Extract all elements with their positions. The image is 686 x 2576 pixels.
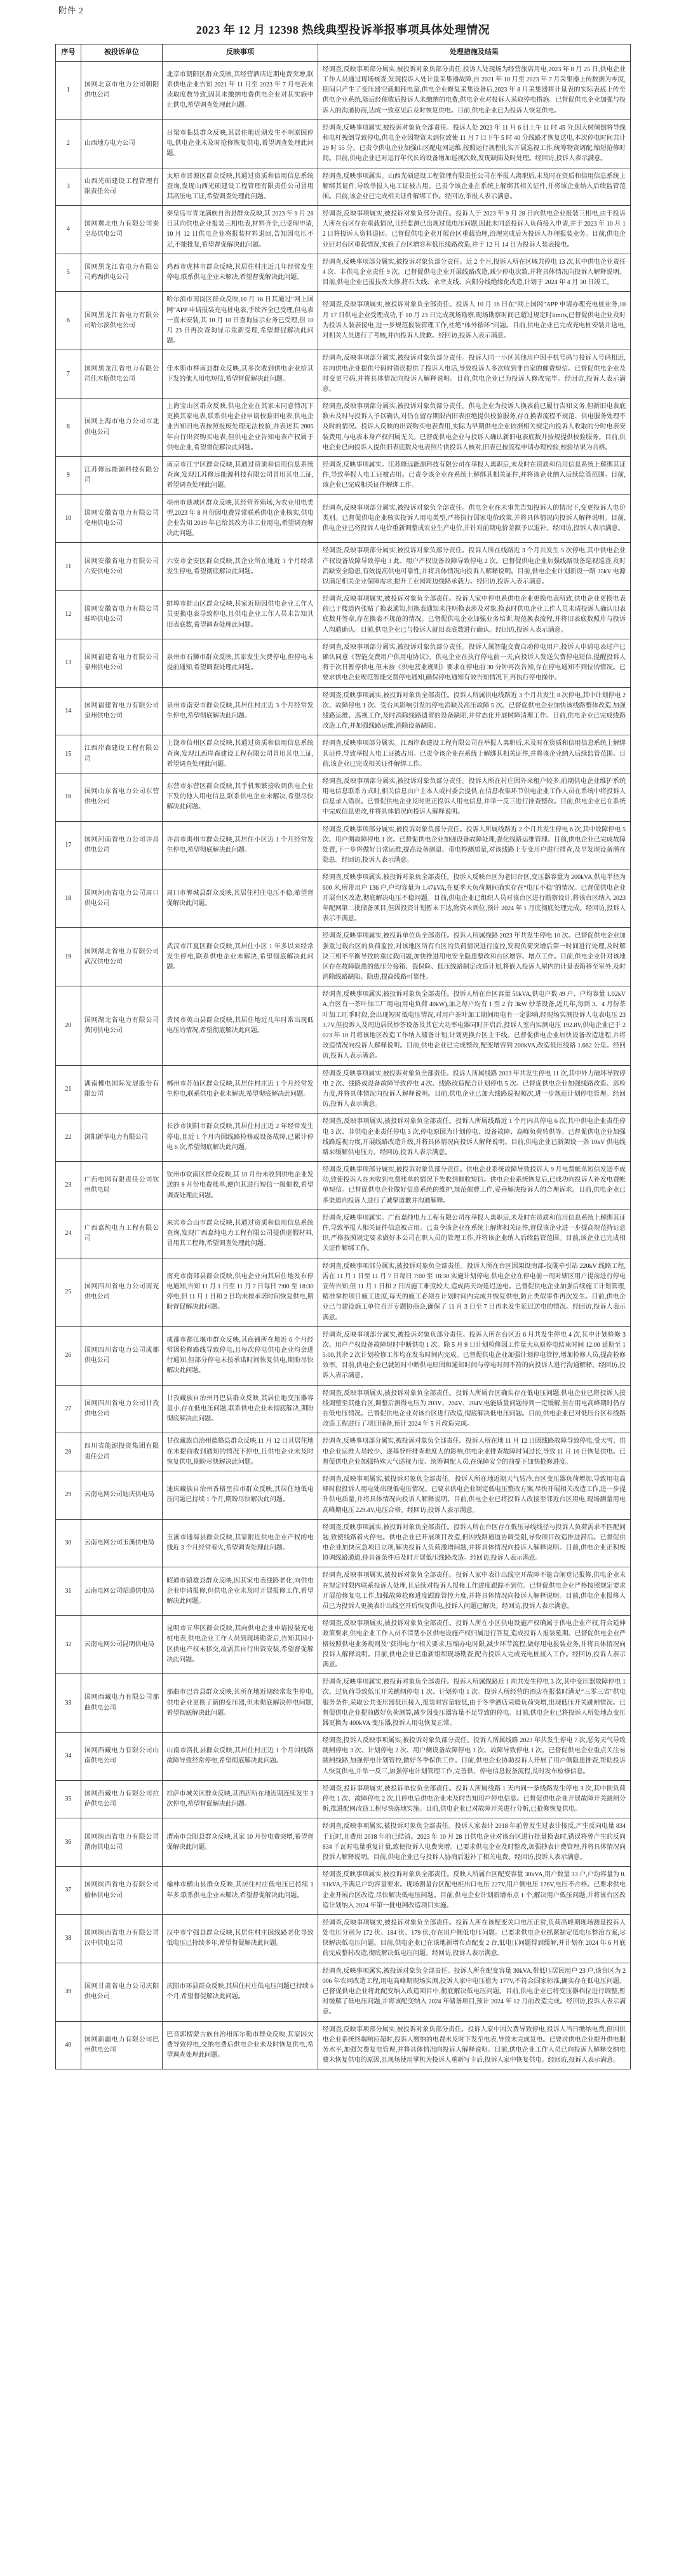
complained-unit: 国网陕西省电力有限公司渭南供电公司 [81,1818,163,1867]
row-number: 7 [56,350,81,399]
handling-result: 经调查,反映事项部分属实,被投诉对象负全部责任。投诉人所在台区因架设南部-仪陇牵引站 220kV 线路工程,需在 11 月 1 日至 11 月 7 日每日 7:00 至 18:30 实施计划停电,供电企业在停电前一周对辖区用户提前进行停电宣传告知,但 11 月 1 日和 2 日因施工难度较大,造成两天均延迟送电。已督促供电企业加强后续施工计划管理,精准掌控项目施工进度,每天的施工必须在计划时间内完成并恢复供电,防止类似事件再次发生。目前,供电企业已与建设施工单位召开专题协商会,确保了 11 月 3 日至 7 日再未发生延迟送电的情况。经回访,投诉人表示满意。 [318,1258,630,1326]
reported-issue: 太原市晋源区群众反映,其通过资质和信用信息系统查询,发现山西光硕建设工程管理有限责任公司冒用其高压电工证,希望调查处理此问题。 [163,168,318,206]
complained-unit: 湖南郴电国际发展股份有限公司 [81,1065,163,1114]
reported-issue: 亳州市谯城区群众反映,其经营养殖场,为农业用电类型,2023 年 8 月份因电费异常联系供电企业核实,供电企业告知 2019 年已给其改为非工业用电,希望调查解决此问题。 [163,494,318,543]
complained-unit: 国网西藏电力有限公司拉萨供电公司 [81,1780,163,1818]
reported-issue: 那曲市巴青县群众反映,其所在地近期经常发生停电,供电企业更换了新的变压器,但未彻底解决停电问题,希望彻底解决此问题。 [163,1674,318,1733]
reported-issue: 吕梁市临县群众反映,其居住地近期发生不明原因停电,供电企业未及时抢修恢复供电,希望调查处理此问题。 [163,119,318,168]
table-row [56,773,631,821]
row-number: 18 [56,869,81,928]
row-number: 25 [56,1258,81,1326]
table-row [56,1818,631,1867]
handling-result: 经调查,反映事项属实,被投诉对象负全部责任。投诉人所属供电线路近 3 个月共发生 8 次停电,其中计划停电 2 次、故障停电 1 次、受台风影响引发的停电消缺及高压故障 5 次。已督促供电企业加快该线路整体改造,加强线路运维、巡视工作,及时消除线路遗留的设备缺陷,并常态化开展树障清理工作。目前,供电企业已完成线路改造工作,并加强线路运维,消除设备缺陷。 [318,687,630,735]
table-row [56,2021,631,2069]
table-row [56,1326,631,1385]
row-number: 24 [56,1210,81,1258]
handling-result: 经调查,反映事项部分属实,被投诉对象负全部责任。供电企业在未事先告知投诉人的情况下,变更投诉人电价类别。已督促供电企业核实投诉人用电类型,严格执行国家电价政策,并将具体情况向投诉人解释说明。目前,供电企业已将投诉人电价重新调整成农业生产电价,并针对前期电价差额予以退补。经回访,投诉人表示满意。 [318,494,630,543]
column-header-no: 序号 [56,44,81,62]
row-number: 5 [56,254,81,292]
table-row [56,457,631,495]
complained-unit: 国网河南省电力公司周口供电公司 [81,869,163,928]
reported-issue: 武汉市江夏区群众反映,其居住小区 1 年多以来经常发生停电,联系供电企业未解决,希望彻底解决此问题。 [163,928,318,986]
page-title: 2023 年 12 月 12398 热线典型投诉举报事项具体处理情况 [196,24,490,36]
complained-unit: 浏阳新华电力有限公司 [81,1114,163,1162]
handling-result: 经调查,反映事项属实,被投诉对象负全部责任。投诉人家表计 2018 年前曾发生过表计接反,产生反向电量 834 千瓦时,且费用 2018 年前已结清。2023 年 10 月 28 日供电企业对该台区进行批量换表时,错误将曾产生的反向 834 千瓦时电量重复计量,致使投诉人电费突增。已要求供电企业及时整改,加强抄表计费管理,并将具体情况向投诉人解释说明。目前,供电企业已与投诉人协商后退补了相关电费。经回访,投诉人表示满意。 [318,1818,630,1867]
row-number: 13 [56,639,81,687]
complained-unit: 广西电网有限责任公司钦州供电局 [81,1162,163,1210]
row-number: 15 [56,735,81,773]
complained-unit: 国网上海市电力公司市北供电公司 [81,399,163,457]
handling-result: 经调查,反映事项属实,被投诉对象负全部责任。投诉人 10 月 16 日在“网上国网”APP 申请办理充电桩业务,10 月 17 日供电企业受理成功,于 10 月 23 日完成现场勘察,现场勘察时间已超过规定时limits,已督促供电企业及时为投诉人装表接电,进一步规范报装管理工作,杜绝“体外循环”问题。目前,供电企业已完成充电桩安装并送电,对相关人员进行了考核,并向投诉人致歉。经回访,投诉人表示满意。 [318,292,630,350]
complained-unit: 山西光硕建设工程管理有限责任公司 [81,168,163,206]
complained-unit: 江西岸森建设工程有限公司 [81,735,163,773]
complained-unit: 国网陕西省电力有限公司榆林供电公司 [81,1867,163,1915]
row-number: 31 [56,1567,81,1616]
handling-result: 经调查,反映事项部分属实,被投诉对象负部分责任。近 2 个月,投诉人所在区域共停电 13 次,其中供电企业责任 4 次、非供电企业责任 9 次。已督促供电企业开展线路改造,减少停电次数,并将具体情况向投诉人解释说明。目前,供电企业已报技改大修,将石大线、永幸支线、向阳分线绝缘化改造,计划于 2024 年 4 月 30 日竣工。 [318,254,630,292]
handling-result: 经调查,反映事项部分属实,被投诉对象负部分责任。供电企业系统故障导致投诉人 9 月电费帐单短信发送不成功,致使投诉人在未收到电费账单的情况下先收到催收短信。供电企业系统恢复后,已成功向投诉人补发电费帐单短信。已督促供电企业做好信息系统的维护,规范催費工作,妥善解决投诉人的合理诉求。目前,供电企业已多渠道向投诉人进行了诚挚道歉并沟通解释。 [318,1162,630,1210]
complained-unit: 山西地方电力公司 [81,119,163,168]
reported-issue: 汉中市宁强县群众反映,其居住村庄因线路老化导致低电压已持续多年,希望督促解决此问题。 [163,1914,318,1963]
table-row [56,1433,631,1471]
complained-unit: 国网黑龙江省电力有限公司鸡西供电公司 [81,254,163,292]
table-row [56,1780,631,1818]
table-row [56,1065,631,1114]
complained-unit: 云南电网公司昭通供电局 [81,1567,163,1616]
handling-result: 经调查,反映事项属实,被投诉对象负全部责任。投诉人处 2023 年 11 月 6 日上午 11 时 45 分,因大树倾倒将导线和电杆拽倒导致停电,供电企业因物资未到位致使 11 月 7 日下午 5 时 40 分线路才恢复送电,本次停电时间共计 29 时 55 分。已责令供电企业加强山区配电网运维,按照运行规程扎实开展巡视工作,统筹物资调配,缩短抢修时间。目前,供电企业已对运行年代长的设备增加巡视次数,发现缺陷及时处理。经回访,投诉人表示满意。 [318,119,630,168]
reported-issue: 甘孜藏族自治州德格县群众反映,11 月 12 日其居住地在未提前收到通知的情况下停电,且供电企业未及时恢复供电,期盼尽快解决此问题。 [163,1433,318,1471]
reported-issue: 玉溪市通海县群众反映,其家附近供电企业产权的电线近 3 个月经常着火,希望调查处理此问题。 [163,1519,318,1567]
handling-result: 经调查,反映事项部分属实,被投诉对象负部分责任。供电企业为投诉人换表前已履行告知义务,但新旧电表底数未及时与投诉人予以确认,对仍在留存期限内旧表拒绝提供校验服务,存在换表流程不规范、供电服务处理不及时的情况。投诉人反映的出资购买电表费用,实际为早期供电企业依据相关规定向投诉人收取的分时电表安装费用,与电表本身产权归属无关。已督促供电企业与投诉人确认新旧电表底数并按规提供校验服务。目前,供电企业已向投诉人提供旧表底数及电表照片供投诉人核对,旧表已按流程申请办理校验,校验结果为合格。 [318,399,630,457]
handling-result: 经调查,反映事项属实,被投诉对象负全部责任。投诉人所在台区存在低压导线线径与投诉人负荷需求不匹配问题,致使线路着火停电。供电企业已开展项目改造,但因线路通道协调受阻,导致项目改造推进滞后。已督促供电企业加快应急项目立项,解决投诉人负荷激增问题,并将具体情况向投诉人解释说明。目前,供电企业正积极协调线路通道,待具备条件后及时开展低压线路改造。经回访,投诉人表示满意。 [318,1519,630,1567]
reported-issue: 钦州市钦南区群众反映,其 10 月份未收到供电企业发送的 9 月份电费账单,便向其进行短信一级催收,希望调查处理此问题。 [163,1162,318,1210]
table-row [56,1616,631,1674]
handling-result: 经调查,反映事项属实,被投诉单位负全部责任。投诉人所属线路 2023 年共发生停电 10 次。已督促供电企业加强重过载台区的负荷监控,对该地区所有台区的负荷情况进行监控,发现负荷突增后第一时间进行处理,及时解决三相不平衡导致的重过载问题,加快推进用电安全隐患整改和台区增容、增点工作。目前,供电企业针对该地区存在故障隐患的低压分接箱、瓷保险、低压线路制定改造计划,将嵌入投诉人屋内的计量表箱移至室外,及时消除线路缺陷、隐患,提高线路可靠性。 [318,928,630,986]
reported-issue: 庆阳市环县群众反映,其居住村庄低电压问题已持续 6 个月,希望督促解决此问题。 [163,1963,318,2021]
row-number: 3 [56,168,81,206]
attachment-label: 附件 2 [58,6,84,15]
row-number: 26 [56,1326,81,1385]
row-number: 37 [56,1867,81,1915]
reported-issue: 南充市南部县群众反映,供电企业向其居住地发布停电通知,告知 11 月 1 日至 11 月 7 日每日 7:00 至 18:30 停电,但 11 月 1 日和 2 日均未按承诺时间恢复供电,期盼督促解决此问题。 [163,1258,318,1326]
complained-unit: 国网四川省电力公司南充供电公司 [81,1258,163,1326]
handling-result: 经调查,反映事项属实,被投诉对象负全部责任。投诉人所在地近期天气转冷,台区变压器负荷增加,导致用电高峰时段投诉人用电处出现低电压情况。已要求供电企业制定低电压整改方案,尽快开展相关改造工作,进一步提升供电质量,并将具体情况向投诉人解释说明。目前,供电企业已将投诉人改接至邻近台区用电,现场测量用电高峰期电压 229.4V,电压合格。经回访,投诉人表示满意。 [318,1471,630,1519]
reported-issue: 秦皇岛市青龙满族自治县群众反映,其 2023 年 9 月 28 日其向供电企业报装三相电表,材料齐全,已受理申请,10 月 12 日供电企业将报装材料退回,告知因电压不足,不能批复,希望督促解决此问题。 [163,206,318,254]
table-row [56,1914,631,1963]
table-row [56,928,631,986]
handling-result: 经调查,反映事项属实,被投诉对象负全部责任。投诉人反映台区为老旧台区,变压器容量为 200kVA,供电半径为 600 米,所带用户 136 户,户均容量为 1.47kVA,在夏季大负荷期间确实存在“电压不稳”的情况。已督促供电企业开展台区改造,彻底解决电压不稳问题。目前,供电企业已组织人员对该台区进行勘察设计,将该台区纳入 2023 年配网第二批储备项目,但因投资计划暂未下达,物资未到位,预计 2024 年 1 月底彻底处理完成。经回访,投诉人表示不满意。 [318,869,630,928]
table-row [56,639,631,687]
handling-result: 经调查,反映事项属实,被投诉对象负全部责任。投诉人家中表计出线空开故障不能合闸登记报修,供电企业未在规定时限内联系投诉人处理,且后续对投诉人报修工作进度跟踪不到位。已督促供电企业严格按照规定要求开展抢修复电工作,加强故障抢修进度跟踪管控力度,并将具体情况向投诉人解释说明。目前,供电企业报修人员已为投诉人更换表计出线空开后恢复供电,投诉人问题已解决。经回访,投诉人表示满意。 [318,1567,630,1616]
complained-unit: 国网西藏电力有限公司那曲供电公司 [81,1674,163,1733]
table-row [56,543,631,591]
handling-result: 经调查,反映事项属实,被投诉对象负全部责任。投诉人所在配变容量 30kVA,带低压居民用户 23 户,该台区为 2006 年农网改造工程,用电高峰期现场实测,投诉人家中电压值为 177V,不符合国家标准,确实存在低电压问题。已督促供电企业将此配变纳入改造项目中,彻底解决低电压问题。目前,供电企业已将变压器档位进行调整,暂时缓解了低电压问题,并将该配变纳入 2024 年储备项目,预计 2024 年 12 月前改造完成。经回访,投诉人表示满意。 [318,1963,630,2021]
handling-result: 经调查,反映事项属实,被投诉对象负全部责任。投诉人所属线路 2023 年共发生停电 11 次,其中外力破坏导致停电 2 次、线路或设备故障导致停电 4 次、线路改造配合计划停电 5 次。已督促供电企业加强线路改造、巡检力度,并将具体情况向投诉人解释说明。目前,供电企业已加大线路巡视频次,进一步规范计划停电管理。经回访,投诉人表示满意。 [318,1065,630,1114]
table-row [56,1867,631,1915]
row-number: 32 [56,1616,81,1674]
complained-unit: 国网陕西省电力有限公司汉中供电公司 [81,1914,163,1963]
handling-result: 经调查,反映事项属实。山西光硕建设工程管理有限责任公司在举报人离职后,未及时在资质和信用信息系统上解绑其证件,导致举报人电工证被占用。已责令该企业在系统上解绑其相关证件,并将该企业纳入后续监管范围。目前,该企业已完成相关证件解绑工作。经回访,举报人表示满意。 [318,168,630,206]
table-header-row [56,44,631,62]
handling-result: 经调查,反映事项属实,被投诉对象负全部责任。投诉人所属线路近 1 个月内共停电 6 次,其中供电企业责任停电 3 次、非供电企业责任停电 3 次,停电原因为计划停电、设备故障、高峰负荷转供等。已督促供电企业加强线路巡视力度,开展线路改造升级,并将具体情况向投诉人解释说明。目前,供电企业已新架设一条 10kV 供电线路来缓解供电压力。经回访,投诉人表示满意。 [318,1114,630,1162]
reported-issue: 渭南市合阳县群众反映,其家 10 月份电费突增,希望督促解决此问题。 [163,1818,318,1867]
complained-unit: 国网湖北省电力有限公司黄冈供电公司 [81,986,163,1065]
complained-unit: 国网冀北电力有限公司秦皇岛供电公司 [81,206,163,254]
complained-unit: 云南电网公司玉溪供电局 [81,1519,163,1567]
reported-issue: 许昌市禹州市群众反映,其居住小区近 1 个月经常发生停电,希望彻底解决此问题。 [163,821,318,869]
handling-result: 经调查,反映事项部分属实,被投诉对象负部分责任。投诉人家中因欠费导致停电,投诉人当日缴纳电费,但因供电企业系统终端响应超时,投诉人缴纳的电费未及时下发至电表,导致未完成复电。已要求供电企业提升供电服务水平,加强欠费复电管理,并将具体情况向投诉人解释说明。目前,供电企业工作人员已向投诉人解释交纳电费未恢复供电的原因,且现场使用掌机为投诉人重新写卡后,投诉人家中恢复供电。经回访,投诉人表示满意。 [318,2021,630,2069]
row-number: 10 [56,494,81,543]
table-row [56,254,631,292]
handling-result: 经调查,反映事项属实,被投诉对象负全部责任。投诉人所在该配变关口电压正常,负荷高峰期现场测量投诉人处电压分别为 172 伏、184 伏、179 伏,存在用户侧低电压问题。已要求供电企业抓紧制定低电压整治方案,尽快解决低电压问题。目前,供电企业已在该地新增布点配变 2 台,低电压问题得到缓解,并计划在 2024 年 6 月底前完成整村改造,彻底解决低电压问题。经回访,投诉人表示满意。 [318,1914,630,1963]
row-number: 33 [56,1674,81,1733]
table-row [56,1114,631,1162]
complained-unit: 国网四川省电力公司甘孜供电公司 [81,1385,163,1433]
reported-issue: 北京市朝阳区群众反映,其经营酒店近期电费突增,联系供电企业告知 2021 年 11 月至 2023 年 7 月电表未读取度数导致,因其未缴纳电费供电企业对其实施中止供电,希望调查处理此问题。 [163,61,318,119]
handling-result: 经调查,投诉事项属实,被投诉单位负全部责任。投诉人所属线路 1 天内同一条线路发生停电 3 次,其中倒负荷停电 1 次、故障停电 2 次,且停电后供电企业未及时告知用户停电信息。已督促供电企业开展故障开关跳闸分析,推进配网改造工程尽快落地实施。目前,供电企业已对故障开关进行分析,已抢修恢复供电。 [318,1780,630,1818]
handling-result: 经调查,反映事项属实,被投诉对象负部分责任。投诉人于 2023 年 9 月 28 日向供电企业报装三相电,由于投诉人所在台区存在重载情况,且经监测已出现过低电压问题,因此未同意投诉人负荷接入申请,并于 2023 年 10 月 12 日将投诉人资料退回。已督促供电企业开展台区重载治理,治理完成后为投诉人办理报装业务。目前,供电企业针对台区重载情况,实施了台区增容和低压线路改造,并于 12 月 14 日为投诉人装表接电。 [318,206,630,254]
handling-result: 经调查,反映事项部分属实,被投诉对象负部分责任。投诉人所在台区近 6 月共发生停电 4 次,其中计划检修 3 次、用户产权设备故障短时中断供电 1 次。除 5 月 9 日计划检修因工作量大从原停电结束时间 12:00 延期至 15:00,其余 2 次计划检修工作均在发布时间内完成。已督促供电企业加强计划停电管控,增加检修人员,提高检修效率。目前,供电企业已就短时中断供电原因和通知时间与停电时间不符的向投诉人进行沟通解释。经回访,投诉人表示满意。 [318,1326,630,1385]
complained-unit: 国网安徽省电力有限公司六安供电公司 [81,543,163,591]
row-number: 30 [56,1519,81,1567]
reported-issue: 鸡西市虎林市群众反映,其居住村庄近几年经常发生停电,联系供电企业未解决,希望督促解决此问题。 [163,254,318,292]
row-number: 9 [56,457,81,495]
complained-unit: 国网福建省电力有限公司泉州供电公司 [81,687,163,735]
handling-result: 经调查,反映事项部分属实,被投诉对象负部分责任,投诉人处现场为经营旅店用电,2023 年 8 月 25 日,供电企业工作人员通过现场核查,发现投诉人处计量采集器故障,自 2021 年 10 月至 2023 年 7 月采集器上传数据为零度,期间只产生了变压器空载损耗电量,供电企业修复采集设备后,2023 年 8 月采集器将计量表的实际表底上传至供电企业系统,随后经催收后投诉人未缴纳的电费,供电企业对投诉人采取停电措施。已督促供电企业加强与投诉人的沟通协商,达成一致意见后及时恢复供电。目前,供电企业已为投诉人恢复供电。 [318,61,630,119]
reported-issue: 昭通市镇雄县群众反映,因其家电表线路老化,向供电企业申请报修,但供电企业未及时开展报修工作,希望解决此问题。 [163,1567,318,1616]
table-row [56,1519,631,1567]
row-number: 23 [56,1162,81,1210]
table-row [56,206,631,254]
complained-unit: 广西嘉纯电力工程有限公司 [81,1210,163,1258]
complained-unit: 国网湖北省电力有限公司武汉供电公司 [81,928,163,986]
table-row [56,1210,631,1258]
reported-issue: 上海宝山区群众反映,供电企业在其家未同意情况下更换其家电表,联系供电企业申请校验旧电表,供电企业告知旧电表按照报废处理无法校验,并表述其 2005 年自行出资购买电表,但供电企业告知电表产权属于供电企业,希望督促解决此问题。 [163,399,318,457]
handling-result: 经调查,反映事项部分属实,被投诉对象负部分责任。投诉人同一小区其他用户因手机号码与投诉人号码相近,在向供电企业提供号码时错误提供了投诉人电话,导致投诉人多次收到非自家的催费短信。已督促供电企业及时变更号码,并将具体情况向投诉人解释说明。目前,供电企业已为投诉人修改完毕。经回访,投诉人表示满意。 [318,350,630,399]
reported-issue: 郴州市苏仙区群众反映,其居住村庄近 1 个月经常发生停电,联系供电企业未解决,希望彻底解决此问题。 [163,1065,318,1114]
row-number: 11 [56,543,81,591]
table-row [56,1733,631,1781]
complained-unit: 国网黑龙江省电力有限公司哈尔滨供电公司 [81,292,163,350]
table-row [56,1258,631,1326]
row-number: 29 [56,1471,81,1519]
row-number: 14 [56,687,81,735]
reported-issue: 来宾市合山市群众反映,其通过资质和信用信息系统查询,发现广西嘉纯电力工程有限公司提供虚假材料,冒用其工程师,希望调查处理此问题。 [163,1210,318,1258]
reported-issue: 六安市金安区群众反映,其企业所在地近 3 个月经常发生停电,希望彻底解决此问题。 [163,543,318,591]
complained-unit: 国网山东省电力公司东营供电公司 [81,773,163,821]
complained-unit: 云南电网公司迪庆供电局 [81,1471,163,1519]
row-number: 36 [56,1818,81,1867]
reported-issue: 榆林市横山县群众反映,其居住村庄低电压已持续 1 年多,联系供电企业未解决,希望督促解决此问题。 [163,1867,318,1915]
column-header-unit: 被投诉单位 [81,44,163,62]
table-row [56,591,631,639]
table-row [56,1674,631,1733]
table-row [56,350,631,399]
complaints-table [55,44,631,2069]
row-number: 27 [56,1385,81,1433]
reported-issue: 南京市江宁区群众反映,其通过资质和信用信息系统查询,发现江苏修远能源科技有限公司冒用其电工证,希望调查处理此问题。 [163,457,318,495]
handling-result: 经调查,反映事项部分属实。江西岸森建设工程有限公司在举报人离职后,未及时在资质和信用信息系统上解绑其证件,导致举报人电工证被占用。已责令该企业在系统上解绑其相关证件,并将该企业纳入后续监管范围。目前,该企业已完成相关证件解绑工作。 [318,735,630,773]
reported-issue: 东营市东营区群众反映,其手机频繁接收到供电企业下发的他人用电信息,联系供电企业未解决,希望尽快解决此问题。 [163,773,318,821]
complained-unit: 国网安徽省电力有限公司亳州供电公司 [81,494,163,543]
handling-result: 经调查,反映事项属实,被投诉对象负全部责任。投诉人所在台区容量 50kVA,供电户数 49 户、户均容量 1.02kVA,台区有一茶叶加工厂用电(用电负荷 40kW),加之每户均有 1 至 2 台 3kW 炒茶设备,近几年,每到 3、4 月份茶叶加工旺季时段,会出现短时低电压情况,对用户茶叶加工期间用电有一定影响,经现场实测投诉人电表电压 233.7V,但投诉人及周边居民炒茶设备及其它大功率电器同时开启后,投诉人室内实测电压 192.8V,供电企业已于 2023 年 10 月将该地区改造工作纳入储备计划,计划更换台区主干线。已督促供电企业加快设备改造进程,并将改造情况向投诉人解释说明。目前,供电企业已完成整改,配变增容到 200kVA,改造低压线路 1.662 公里。经回访,投诉人表示满意。 [318,986,630,1065]
row-number: 38 [56,1914,81,1963]
row-number: 20 [56,986,81,1065]
complained-unit: 国网北京市电力公司朝阳供电公司 [81,61,163,119]
table-row [56,821,631,869]
table-row [56,1385,631,1433]
row-number: 17 [56,821,81,869]
table-row [56,869,631,928]
complained-unit: 江苏修远能源科技有限公司 [81,457,163,495]
complained-unit: 四川省能源投资集团有限责任公司 [81,1433,163,1471]
handling-result: 经调查,反映事项部分属实,被投诉对象负部分责任。投诉人所属线路近 2 个月共发生停电 6 次,其中故障停电 5 次、用户侧故障停电 1 次。已督促供电企业加强设备故障处理,强化线路运维管理。目前,供电企业已完成故障处置,下一步将做好日常运维,提高设备测温、带电检测质量,对该线路上专变用户进行排查,及早发现设备潜在隐患。经回访,投诉人表示满意。 [318,821,630,869]
row-number: 16 [56,773,81,821]
complained-unit: 国网黑龙江省电力有限公司佳木斯供电公司 [81,350,163,399]
reported-issue: 甘孜藏族自治州丹巴县群众反映,其居住地变压器容量小,存在低电压问题,联系供电企业未彻底解决,期盼彻底解决此问题。 [163,1385,318,1433]
row-number: 1 [56,61,81,119]
row-number: 12 [56,591,81,639]
handling-result: 经调查,反映事项属实。江苏修远能源科技有限公司在举报人离职后,未及时在资质和信用信息系统上解绑其证件,导致举报人电工证被占用。已责令该企业在系统上解绑其相关证件,并将该企业纳入后续监管范围。目前,该企业已完成相关证件解绑工作。 [318,457,630,495]
reported-issue: 泉州市石狮市群众反映,其家发生欠费停电,但停电未提前通知,希望调查处理此问题。 [163,639,318,687]
column-header-result: 处理措施及结果 [318,44,630,62]
table-row [56,1471,631,1519]
handling-result: 经调查,投诉人反映事项属实,被投诉对象负部分责任。投诉人所属线路 2023 年共发生停电 7 次,恶劣天气导致跳闸停电 3 次、计划停电 2 次、用户侧设备故障停电 1 次、故障导致停电 1 次。已督促供电企业重点关注易跳闸线路,加强停电计划管控,做好冬季保供工作。目前,供电企业协助投诉人开展了用户侧隐患排查,帮助投诉人恢复供电,并举一反三,加强停电计划管理工作,完善供、停电信息报备流程,及时发布检修信息。 [318,1733,630,1781]
row-number: 39 [56,1963,81,2021]
complained-unit: 国网四川省电力公司成都供电公司 [81,1326,163,1385]
table-row [56,399,631,457]
table-row [56,687,631,735]
complained-unit: 国网甘肃省电力公司庆阳供电公司 [81,1963,163,2021]
reported-issue: 巴音郭楞蒙古族自治州库尔勒市群众反映,其家因欠费导致停电,交纳电费后供电企业未及时恢复供电,希望调查处理此问题。 [163,2021,318,2069]
reported-issue: 昆明市五华区群众反映,其向供电企业申请报装充电桩电表,供电企业工作人员到现场勘查后,告知其因小区供电产权未移交,故需其自行出资安装,希望督促解决此问题。 [163,1616,318,1674]
row-number: 4 [56,206,81,254]
complained-unit: 国网西藏电力有限公司山南供电公司 [81,1733,163,1781]
complained-unit: 云南电网公司昆明供电局 [81,1616,163,1674]
reported-issue: 佳木斯市桦南县群众反映,其多次收到供电企业给其下发的他人用电短信,希望督促解决此问题。 [163,350,318,399]
reported-issue: 迪庆藏族自治州香格里拉市群众反映,其居住地低电压问题已持续 1 个月,期盼尽快解决此问题。 [163,1471,318,1519]
row-number: 28 [56,1433,81,1471]
reported-issue: 上饶市信州区群众反映,其通过资质和信用信息系统查询,发现江西岸森建设工程有限公司冒用其电工证,希望调查处理此问题。 [163,735,318,773]
reported-issue: 山南市洛扎县群众反映,其居住村庄近 1 个月因线路故障导致经常停电,希望彻底解决此问题。 [163,1733,318,1781]
complained-unit: 国网安徽省电力有限公司蚌埠供电公司 [81,591,163,639]
row-number: 40 [56,2021,81,2069]
handling-result: 经调查,反映事项部分属实,被投诉对象负全部责任。投诉人所在地 11 月 12 日因线路故障导致停电,受大雪、供电企业运维人员较少、逐基登杆排查难度大的影响,供电企业排查故障时间过长,导致 11 月 16 日恢复供电。已督促供电企业加强特殊天气巡视力度、统筹调配人员,在保障安全的前提下加快抢修进度。 [318,1433,630,1471]
handling-result: 经调查,反映事项属实。广西嘉纯电力工程有限公司在举报人离职后,未及时在资质和信用信息系统上解绑其证件,导致举报人相关证件信息被占用。已责令该企业在系统上解绑相关证件,督促该企业进一步提高规范持证意识,严格按照规定要求做好本公司在职人员的管理工作,并将该企业纳入后续监管范围。目前,该企业已完成相关证件解绑工作。 [318,1210,630,1258]
reported-issue: 黄冈市英山县群众反映,其居住地近几年时常出现低电压的情况,希望彻底解决此问题。 [163,986,318,1065]
row-number: 21 [56,1065,81,1114]
handling-result: 经调查,反映事项部分属实,被投诉对象负部分责任。投诉人所在村庄因外来租户较多,前期供电企业维护系统用电信息联系方式时,相关信息由户主本人或村委会提供,在信息收集环节供电企业工作人员在系统中将投诉人信息录入错误。已督促供电企业及时更正投诉人用电信息,并举一反三进行排查整改。目前,供电企业已在系统中完成信息更改,并将具体情况向投诉人解释说明。 [318,773,630,821]
table-row [56,61,631,119]
row-number: 8 [56,399,81,457]
reported-issue: 周口市郸城县群众反映,其居住村庄电压不稳,希望督促解决此问题。 [163,869,318,928]
reported-issue: 成都市都江堰市群众反映,其商铺所在地近 6 个月经常因检修路线导致停电,且每次停电供电企业均会进行通知,但部分停电未按承诺时间恢复供电,期盼尽快解决此问题。 [163,1326,318,1385]
row-number: 22 [56,1114,81,1162]
handling-result: 经调查,反映事项属实,被投诉对象负全部责任。反映人所属台区配变容量 30kVA,用户数量 33 户,户均容量为 0.91kVA,不满足户均容量要求。现场测量台区配电柜出口电压 227V,用户侧电压 176V,电压不合格。已要求供电企业开展台区改造,尽快解决低电压问题。目前,供电企业计划新增布点 1 个,解决用户低压问题,并将该台区改造计划纳入 2024 年第一批电网改造项目实施。 [318,1867,630,1915]
table-row [56,1567,631,1616]
handling-result: 经调查,反映事项属实,被投诉对象负全部责任。投诉人所在小区供电设施产权确属于供电企业产权,符合延伸政策要求,供电企业工作人员不清楚小区供电设施产权归属进行答复,造成投诉人报装延期。已督促供电企业严格按照供电业务规则及“获得电力”相关要求,压缩办电时限,减少环节流程,做好用电报装业务,并将具体情况向投诉人解释说明。目前,供电企业已重新组织现场勘查,配合投诉人完成充电桩接入工作。经回访,投诉人表示满意。 [318,1616,630,1674]
row-number: 2 [56,119,81,168]
handling-result: 经调查,反映事项属实,被投诉对象负全部责任。投诉人所属台区确实存在低电压问题,供电企业已将投诉人接线调整至其他台区,调整后测得电压为 203V、204V、204V,电能质量问题得到一定缓解,但在用电高峰期时仍存在低电压情况。已督促供电企业对该台区进行改造,彻底解决低电压问题。目前,供电企业已对低压台区和线路改造工程进行了项目储备,预计 2024 年 5 月改造完成。 [318,1385,630,1433]
reported-issue: 哈尔滨市南岗区群众反映,10 月 16 日其通过“网上国网”APP 申请报装充电桩电表,手续齐全已受理,但电表一直未安装,其 10 月 18 日查询显示业务已受理,但 10 月 23 日再次查询显示重新受理,希望督促解决此问题。 [163,292,318,350]
table-row [56,986,631,1065]
reported-issue: 蚌埠市蚌山区群众反映,其家近期因供电企业工作人员更换电表导致停电,且供电企业工作人员未告知其旧表底数,希望调查处理此问题。 [163,591,318,639]
column-header-issue: 反映事项 [163,44,318,62]
table-row [56,494,631,543]
reported-issue: 拉萨市城关区群众反映,其酒店所在地近期连续发生 3 次停电,希望督促解决此问题。 [163,1780,318,1818]
table-row [56,735,631,773]
table-row [56,292,631,350]
complained-unit: 国网福建省电力有限公司泉州供电公司 [81,639,163,687]
row-number: 34 [56,1733,81,1781]
handling-result: 经调查,反映事项属实,被投诉对象负全部责任。投诉人家中停电系供电企业更换电表所致,供电企业更换电表前已于楼道内张贴了换表通知,但换表通知未注明换表涉及对象,换表时供电企业工作人员未请投诉人确认旧表底数并签章,存在换表不规范的情况。已督促供电企业加强业务培训,规范换表流程,并将旧表底数照片与投诉人沟通确认。目前,供电企业已与投诉人就旧表底数进行确认。经回访,投诉人表示满意。 [318,591,630,639]
complained-unit: 国网河南省电力公司许昌供电公司 [81,821,163,869]
reported-issue: 泉州市南安市群众反映,其居住村庄近 3 个月经常发生停电,希望彻底解决此问题。 [163,687,318,735]
handling-result: 经调查,反映事项属实,被投诉对象负全部责任。投诉人所属线路近 1 周共发生停电 3 次,其中变压器故障停电 1 次、过负荷导致低压开关跳闸停电 1 次、计划停电 1 次。投诉人所经营的酒店在报装时满足“三零三省”供电服务条件,采取公共变压器低压接入,报装时容量较低,由于冬季酒店采暖负荷突增,出现低压开关跳闸情况。已督促供电企业提前做好负荷测算,减少因变压器容量不足导致的停电。目前,供电企业已将投诉人所处地点变压器更换为 400kVA 变压器,投诉人用电恢复正常。 [318,1674,630,1733]
row-number: 19 [56,928,81,986]
reported-issue: 长沙市浏阳市群众反映,其居住村庄近 2 年经常发生停电,且近 1 个月内因线路检修或设备故障,已累计停电 6 次,希望彻底解决此问题。 [163,1114,318,1162]
table-row [56,1963,631,2021]
handling-result: 经调查,反映事项部分属实,被投诉对象负部分责任。投诉人所在线路近 3 个月共发生 5 次停电,其中供电企业产权设备故障导致停电 3 此、用户产权设备故障导致停电 2 次。已督促供电企业加强线路设备巡视巡查,及时消缺安全隐患,有效提高供电可靠性,并将具体情况向投诉人解释说明。目前,供电企业计划新设一路 35kV 电源以满足相关企业保障需求,提升工业园周边线路承载力。经回访,投诉人表示满意。 [318,543,630,591]
row-number: 35 [56,1780,81,1818]
table-row [56,1162,631,1210]
row-number: 6 [56,292,81,350]
handling-result: 经调查,反映事项部分属实,被投诉对象负部分责任。投诉人属智能交费自动停电用户,投诉人申请电表过户已确认同意《智能交费用户供用电协议》。供电企业在执行停电前一天,向投诉人发送欠费停电短信,提醒投诉人将于次日暂停供电,但未按《供电营业规则》要求在停电前 30 分钟再次告知,存在停电通知不到位的情况。已要求供电企业规范智能交费停电通知,确保停电通知有效告知情况下,再执行停电操作。 [318,639,630,687]
complained-unit: 国网新疆电力有限公司巴州供电公司 [81,2021,163,2069]
table-row [56,119,631,168]
table-row [56,168,631,206]
